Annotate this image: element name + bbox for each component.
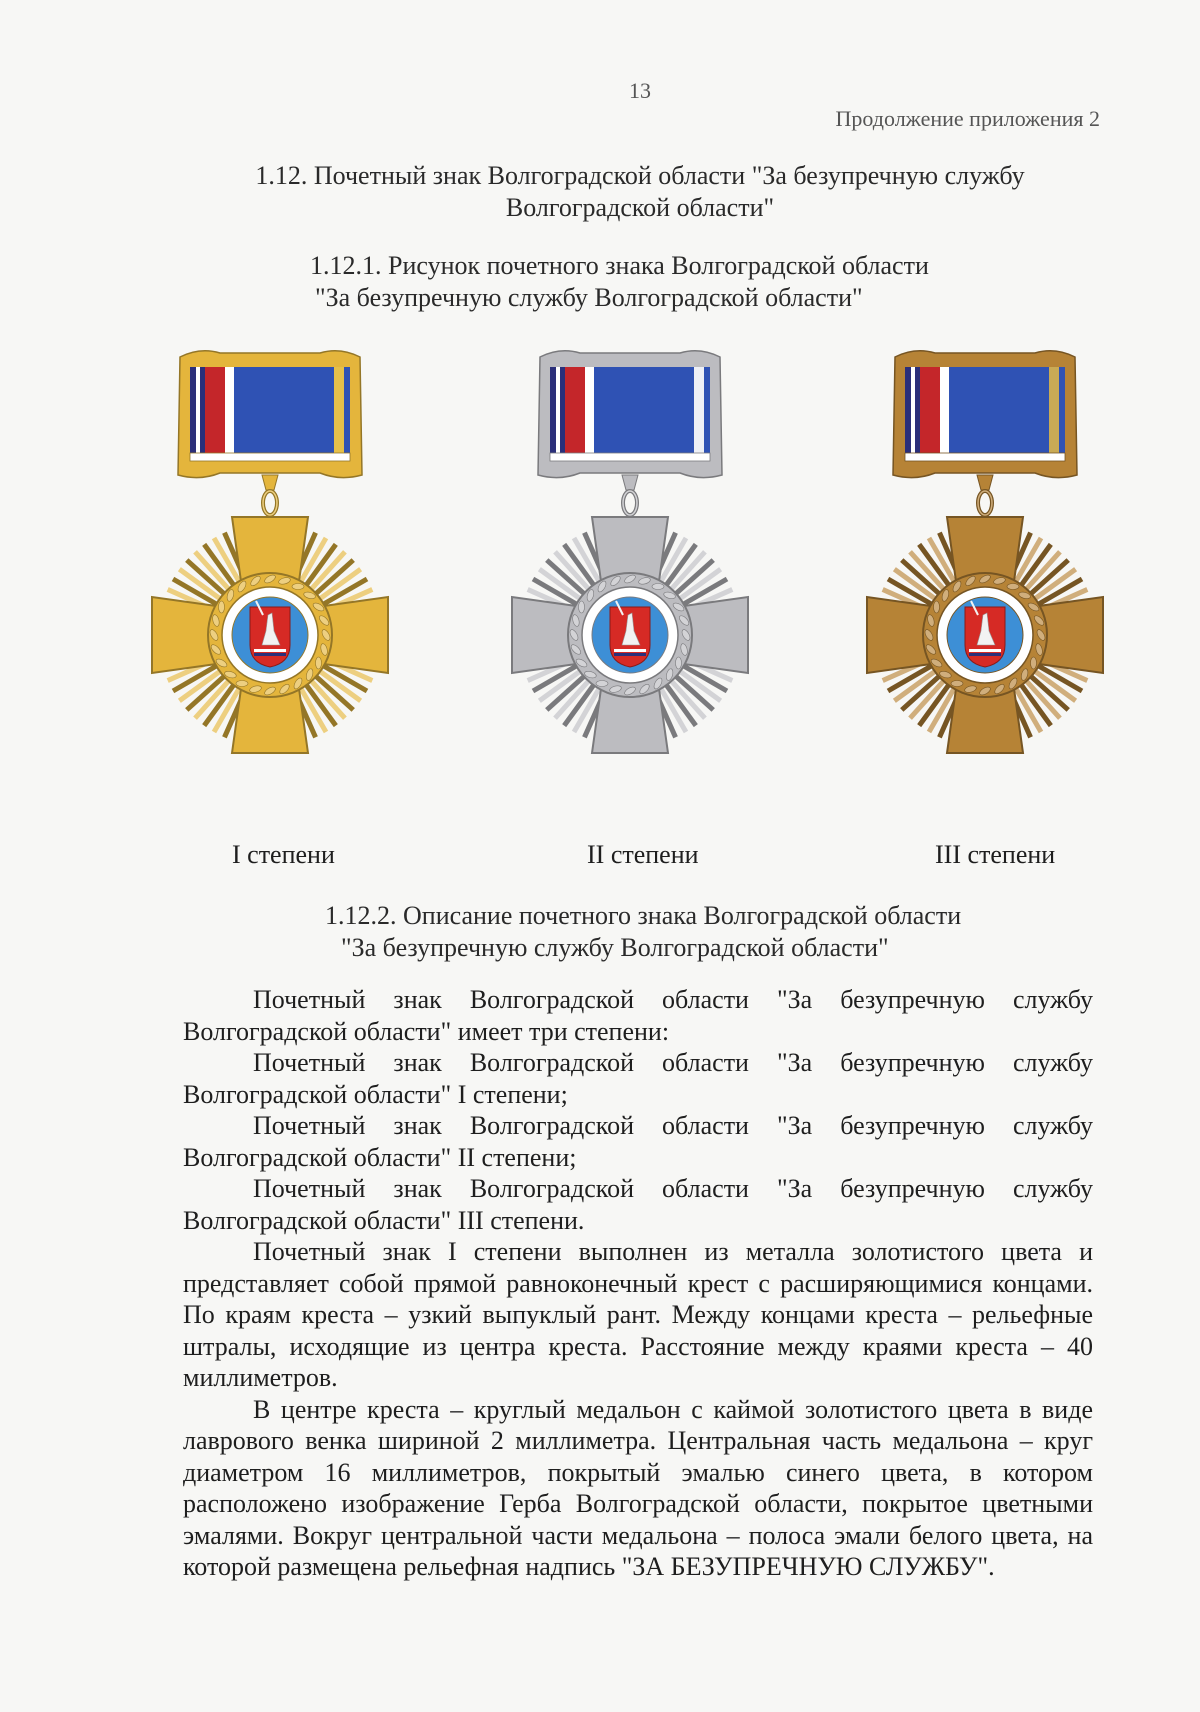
laurel-leaf: [236, 680, 248, 686]
laurel-leaf: [292, 584, 304, 590]
ribbon-stripe: [200, 367, 205, 453]
ribbon-stripe: [225, 367, 234, 453]
shield-base-stripe: [969, 653, 1001, 656]
medal-image: [510, 345, 750, 775]
section-title: 1.12. Почетный знак Волгоградской области "За безупречную службу Волгоградской области": [255, 161, 1025, 222]
ribbon-stripe: [905, 367, 911, 453]
laurel-leaf: [675, 657, 681, 669]
caption-third-degree: III степени: [935, 840, 1056, 869]
laurel-leaf: [652, 584, 664, 590]
shield-base-stripe: [254, 649, 286, 652]
laurel-leaf: [219, 601, 225, 613]
ribbon-stripe: [585, 367, 594, 453]
ribbon-stripe: [334, 367, 344, 453]
laurel-leaf: [951, 680, 963, 686]
description-title: [325, 900, 1085, 964]
ribbon-stripe: [1059, 367, 1065, 453]
medal-bronze: [865, 345, 1105, 775]
page-number: 13: [629, 78, 651, 103]
paragraph: Почетный знак Волгоградской области "За безупречную службу Волгоградской области" имеет три степени:: [183, 985, 1093, 1046]
laurel-leaf: [1030, 657, 1036, 669]
ribbon-stripe: [1049, 367, 1059, 453]
ribbon-stripe: [911, 367, 915, 453]
medals-row: [150, 345, 1130, 775]
ribbon-stripe: [196, 367, 200, 453]
paragraph: Почетный знак Волгоградской области "За безупречную службу Волгоградской области" III степени.: [183, 1174, 1093, 1235]
ribbon-bottom-band: [190, 453, 350, 461]
suspension-ring-highlight: [623, 491, 637, 515]
laurel-leaf: [934, 601, 940, 613]
ribbon-stripe: [205, 367, 225, 453]
ribbon-stripe: [565, 367, 585, 453]
description-title-line2: "За безупречную службу Волгоградской области": [341, 933, 889, 962]
figure-title-line1: 1.12.1. Рисунок почетного знака Волгоградской области: [310, 251, 929, 280]
ribbon-bottom-band: [905, 453, 1065, 461]
ribbon-bottom-band: [550, 453, 710, 461]
description-body: [183, 984, 1093, 1583]
bar-loop: [977, 475, 993, 490]
suspension-ring-highlight: [978, 491, 992, 515]
shield-base-stripe: [614, 649, 646, 652]
laurel-leaf: [579, 601, 585, 613]
ribbon-stripe: [940, 367, 949, 453]
paragraph: Почетный знак Волгоградской области "За безупречную службу Волгоградской области" II степени;: [183, 1111, 1093, 1172]
suspension-ring-highlight: [263, 491, 277, 515]
bar-loop: [262, 475, 278, 490]
caption-second-degree: II степени: [587, 840, 699, 869]
continuation-note: Продолжение приложения 2: [835, 106, 1100, 131]
ribbon-stripe: [560, 367, 565, 453]
shield-base-stripe: [614, 653, 646, 656]
ribbon-stripe: [190, 367, 196, 453]
ribbon-stripe: [704, 367, 710, 453]
ribbon-stripe: [920, 367, 940, 453]
ribbon-stripe: [594, 367, 694, 453]
description-title-line1: 1.12.2. Описание почетного знака Волгоградской области: [325, 901, 962, 930]
medal-gold: [150, 345, 390, 775]
paragraph: Почетный знак Волгоградской области "За безупречную службу Волгоградской области" I степени;: [183, 1048, 1093, 1109]
medal-image: [865, 345, 1105, 775]
medal-image: [150, 345, 390, 775]
bar-loop: [622, 475, 638, 490]
laurel-leaf: [596, 680, 608, 686]
laurel-leaf: [315, 657, 321, 669]
ribbon-stripe: [344, 367, 350, 453]
paragraph: Почетный знак I степени выполнен из металла золотистого цвета и представляет собой прямой равноконечный крест с расширяющимися концами. По краям креста – узкий выпуклый рант. Между концами креста – рельефные штралы, исходящие из центра креста. Расстояние между краями креста – 40 миллиметров.: [183, 1237, 1093, 1392]
figure-title-line2: "За безупречную службу Волгоградской области": [315, 283, 863, 312]
shield-base-stripe: [969, 649, 1001, 652]
shield-base-stripe: [254, 653, 286, 656]
ribbon-stripe: [915, 367, 920, 453]
ribbon-stripe: [949, 367, 1049, 453]
paragraph: В центре креста – круглый медальон с каймой золотистого цвета в виде лаврового венка шириной 2 миллиметра. Центральная часть медальона – круг диаметром 16 миллиметров, покрытый эмалью синего цвета, в котором расположено изображение Герба Волгоградской области, покрытое цветными эмалями. Вокруг центральной части медальона – полоса эмали белого цвета, на которой размещена рельефная надпись "ЗА БЕЗУПРЕЧНУЮ СЛУЖБУ".: [183, 1394, 1093, 1581]
ribbon-stripe: [694, 367, 704, 453]
medal-captions: [0, 840, 1200, 872]
medal-silver: [510, 345, 750, 775]
caption-first-degree: I степени: [232, 840, 335, 869]
ribbon-stripe: [234, 367, 334, 453]
laurel-leaf: [1007, 584, 1019, 590]
ribbon-stripe: [556, 367, 560, 453]
figure-title: [310, 250, 1030, 314]
ribbon-stripe: [550, 367, 556, 453]
